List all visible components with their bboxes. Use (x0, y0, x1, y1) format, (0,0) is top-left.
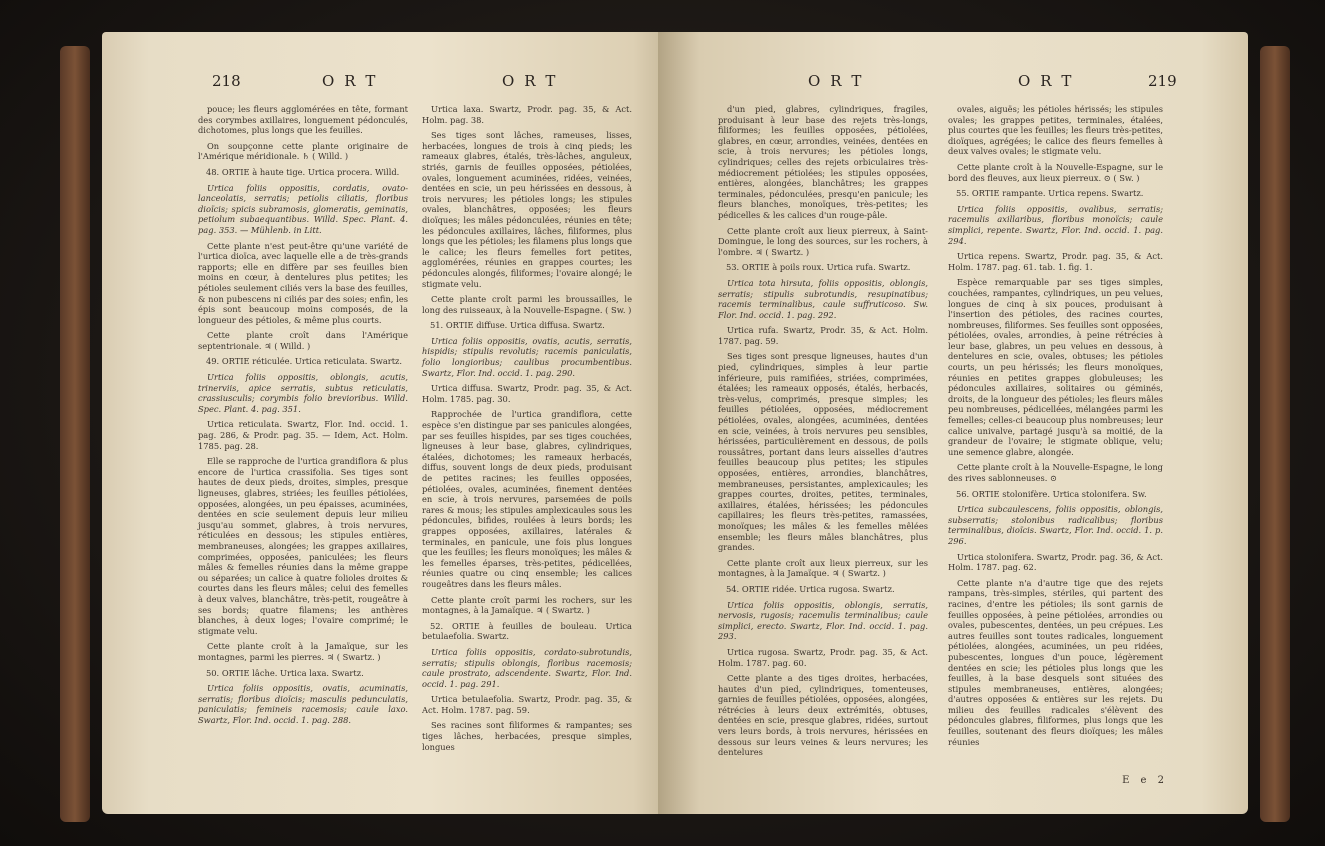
entry-heading: 51. ORTIE diffuse. Urtica diffusa. Swartz. (430, 320, 605, 331)
paragraph: Urtica foliis oppositis, oblongis, acutis, trinerviis, apice serratis, subtus reticulatis, crassiusculis; corymbis folio brevioribus. Willd. Spec. Plant. 4. pag. 351. (198, 372, 408, 414)
paragraph: Cette plante croît à la Jamaïque, sur les montagnes, parmi les pierres. ♃ ( Swartz. ) (198, 641, 408, 662)
left-head-title-a: ORT (322, 72, 386, 90)
entry-heading: 50. ORTIE lâche. Urtica laxa. Swartz. (206, 667, 364, 678)
paragraph: Cette plante croît dans l'Amérique septentrionale. ♃ ( Willd. ) (198, 330, 408, 351)
paragraph: pouce; les fleurs agglomérées en tête, formant des corymbes axillaires, longuement pédonculés, dichotomes, plus longs que les feuilles. (198, 104, 408, 136)
paragraph: Urtica rufa. Swartz, Prodr. 35, & Act. Holm. 1787. pag. 59. (718, 325, 928, 346)
paragraph: Cette plante n'a d'autre tige que des rejets rampans, très-simples, stériles, qui partent des racines, d'entre les pétioles; ils sont garnis de feuilles opposées, à peine pétiolées, arrondies ou ovales, pubescentes, dentées, un peu crépues. Les autres feuilles sont toutes radicales, longuement pétiolées, alongées, acuminées, un peu ridées, pubescentes, longues d'un pouce, légèrement dentées en scie; les pétioles plus longs que les feuilles, à la base desquels sont situées des stipules membraneuses, entières, alongées; d'autres opposées & entières sur les rejets. Du milieu des feuilles radicales s'élèvent des pédoncules glabres, filiformes, plus longs que les feuilles, soutenant des fleurs dioïques; les mâles réunies (948, 577, 1163, 747)
entry-heading: 56. ORTIE stolonifère. Urtica stolonifera. Sw. (956, 488, 1147, 499)
paragraph: Cette plante croît parmi les broussailles, le long des ruisseaux, à la Nouvelle-Espagne. ( Sw. ) (422, 294, 632, 315)
paragraph: Urtica rugosa. Swartz, Prodr. pag. 35, & Act. Holm. 1787. pag. 60. (718, 646, 928, 668)
right-column-a (718, 104, 928, 758)
paragraph: Ses racines sont filiformes & rampantes; ses tiges lâches, herbacées, presque simples, longues (422, 720, 632, 752)
entry-heading: 52. ORTIE à feuilles de bouleau. Urtica betulaefolia. Swartz. (422, 620, 632, 642)
paragraph: Urtica subcaulescens, foliis oppositis, oblongis, subserratis; stolonibus radicalibus; floribus terminalibus, dioïcis. Swartz, Flor. Ind. occid. 1. p. 296. (948, 504, 1163, 546)
paragraph: Urtica diffusa. Swartz, Prodr. pag. 35, & Act. Holm. 1785. pag. 30. (422, 383, 632, 404)
paragraph: Urtica foliis oppositis, oblongis, serratis, nervosis, rugosis; racemulis terminalibus; caule simplici, erecto. Swartz, Flor. Ind. occid. 1. pag. 293. (718, 599, 928, 642)
paragraph: Urtica laxa. Swartz, Prodr. pag. 35, & Act. Holm. pag. 38. (422, 104, 632, 125)
cover-right-edge (1260, 46, 1290, 822)
paragraph: Cette plante croît à la Nouvelle-Espagne, sur le bord des fleuves, aux lieux pierreux. ⊙ ( Sw. ) (948, 161, 1163, 183)
paragraph: Urtica foliis oppositis, ovalibus, serratis; racemulis axillaribus, floribus monoïcis; caule simplici, repente. Swartz, Flor. Ind. occid. 1. pag. 294. (948, 203, 1163, 246)
right-head-title-b: ORT (1018, 72, 1082, 90)
paragraph: Cette plante croît aux lieux pierreux, sur les montagnes, à la Jamaïque. ♃ ( Swartz. ) (718, 557, 928, 579)
paragraph: Ses tiges sont presque ligneuses, hautes d'un pied, cylindriques, simples à leur partie inférieure, puis ramifiées, striées, comprimées, étalées; les rameaux opposés, étalés, herbacés, très-velus, comprimés, presque simples; les feuilles pétiolées, opposées, médiocrement pétiolées, ovales, alongées, acuminées, dentées en scie, veinées, à trois nervures peu sensibles, hérissées, particulièrement en dessous, de poils roussâtres, portant dans leurs aisselles d'autres feuilles beaucoup plus petites; les stipules opposées, entières, arrondies, blanchâtres, membraneuses, persistantes, amplexicaules; les grappes courtes, droites, petites, terminales, axillaires, étalées, hérissées; les pédoncules capillaires; les fleurs très-petites, ramassées, monoïques; les mâles & les femelles mêlées ensemble; les fleurs mâles blanchâtres, plus grandes. (718, 351, 928, 553)
left-page-number: 218 (212, 72, 241, 90)
paragraph: Cette plante croît parmi les rochers, sur les montagnes, à la Jamaïque. ♃ ( Swartz. ) (422, 594, 632, 616)
paragraph: Cette plante croît aux lieux pierreux, à Saint-Domingue, le long des sources, sur les rochers, à l'ombre. ♃ ( Swartz. ) (718, 225, 928, 257)
paragraph: Urtica foliis oppositis, cordato-subrotundis, serratis; stipulis oblongis, floribus racemosis; caule prostrato, adscendente. Swartz, Flor. Ind. occid. 1. pag. 291. (422, 646, 632, 689)
paragraph: Urtica betulaefolia. Swartz, Prodr. pag. 35, & Act. Holm. 1787. pag. 59. (422, 694, 632, 715)
left-column-a (198, 104, 408, 724)
right-page-number: 219 (1148, 72, 1177, 90)
left-column-b (422, 104, 632, 752)
paragraph: Elle se rapproche de l'urtica grandiflora & plus encore de l'urtica crassifolia. Ses tiges sont hautes de deux pieds, droites, simples, presque ligneuses, glabres, striées; les feuilles pétiolées, opposées, alongées, un peu épaisses, acuminées, dentées en scie seulement depuis leur milieu jusqu'au sommet, glabres, à trois nervures, réticulées en dessous; les stipules entières, membraneuses, alongées; les grappes axillaires, comprimées, opposées, paniculées; les fleurs mâles & femelles réunies dans la même grappe ou séparées; un calice à quatre folioles droites & courtes dans les fleurs mâles; celui des femelles à deux valves, blanchâtre, très-petit, rougeâtre à ses bords; quatre filamens; les anthères blanches, à deux loges; l'ovaire comprimé; le stigmate velu. (198, 456, 408, 636)
paragraph: Cette plante croît à la Nouvelle-Espagne, le long des rives sablonneuses. ⊙ (948, 462, 1163, 483)
open-book (60, 28, 1290, 828)
paragraph: Urtica reticulata. Swartz, Flor. Ind. occid. 1. pag. 286, & Prodr. pag. 35. — Idem, Act. Holm. 1785. pag. 28. (198, 419, 408, 451)
paragraph: Urtica foliis oppositis, ovatis, acuminatis, serratis; floribus dioïcis; masculis pedunculatis, paniculatis; femineis racemosis; caule laxo. Swartz, Flor. Ind. occid. 1. pag. 288. (198, 683, 408, 725)
signature-mark: E e 2 (1122, 775, 1168, 786)
right-running-head (658, 72, 1248, 96)
paragraph: Ses tiges sont lâches, rameuses, lisses, herbacées, longues de trois à cinq pieds; les rameaux glabres, étalés, très-lâches, anguleux, striés, garnis de feuilles opposées, pétiolées, ovales, longuement acuminées, ridées, veinées, dentées en scie, un peu hérissées en dessous, à trois nervures; les pétioles longs; les stipules ovales, blanchâtres, opposées; les fleurs dioïques; les mâles pédonculées, réunies en tête; les pédoncules axillaires, lâches, filiformes, plus longs que les pétioles; les filamens plus longs que le calice; les fleurs femelles fort petites, agglomérées, réunies en grappes courtes; les pédoncules alongés, filiformes; l'ovaire alongé; le stigmate velu. (422, 130, 632, 289)
paragraph: Cette plante n'est peut-être qu'une variété de l'urtica dioïca, avec laquelle elle a de très-grands rapports; elle en diffère par ses feuilles bien moins en cœur, à dentelures plus petites; les pétioles seulement ciliés vers la base des feuilles, & non pubescens ni ciliés par des soies; enfin, les épis sont beaucoup moins composés, de la longueur des pétioles, & même plus courts. (198, 240, 408, 325)
paragraph: Rapprochée de l'urtica grandiflora, cette espèce s'en distingue par ses panicules alongées, par ses feuilles hispides, par ses tiges couchées, ligneuses à leur base, glabres, cylindriques, étalées, dichotomes; les rameaux herbacés, diffus, souvent longs de deux pieds, produisant de petites racines; les feuilles opposées, pétiolées, ovales, acuminées, finement dentées en scie, à trois nervures, parsemées de poils rares & mous; les stipules amplexicaules sous les pédoncules, bifides, roulées à leurs bords; les grappes opposées, axillaires, latérales & terminales, en panicule, une fois plus longues que les feuilles; les fleurs monoïques; les mâles & les femelles éparses, très-petites, pédicellées, réunies quatre ou cinq ensemble; les calices rougeâtres dans les fleurs mâles. (422, 409, 632, 589)
cover-left-edge (60, 46, 90, 822)
entry-heading: 54. ORTIE ridée. Urtica rugosa. Swartz. (726, 583, 895, 594)
right-column-b (948, 104, 1163, 747)
paragraph: d'un pied, glabres, cylindriques, fragiles, produisant à leur base des rejets très-longs, filiformes; les feuilles opposées, pétiolées, glabres, en cœur, arrondies, veinées, dentées en scie, à trois nervures; les pétioles longs, cylindriques; celles des rejets orbiculaires très-médiocrement pétiolées; les stipules opposées, entières, alongées, blanchâtres; les grappes terminales, pédonculées, presqu'en panicule; les fleurs blanches, monoïques, très-petites; les pédicelles & les calices d'un rouge-pâle. (718, 104, 928, 220)
entry-heading: 49. ORTIE réticulée. Urtica reticulata. Swartz. (206, 356, 403, 367)
left-running-head (102, 72, 692, 96)
paragraph: Urtica tota hirsuta, foliis oppositis, oblongis, serratis; stipulis subrotundis, resupinatibus; racemis terminalibus, caule suffruticoso. Sw. Flor. Ind. occid. 1. pag. 292. (718, 277, 928, 320)
left-page (102, 32, 692, 814)
paragraph: Urtica repens. Swartz, Prodr. pag. 35, & Act. Holm. 1787. pag. 61. tab. 1. fig. 1. (948, 251, 1163, 272)
paragraph: On soupçonne cette plante originaire de l'Amérique méridionale. ♄ ( Willd. ) (198, 140, 408, 162)
entry-heading: 48. ORTIE à haute tige. Urtica procera. Willd. (206, 166, 400, 177)
right-page (658, 32, 1248, 814)
left-head-title-b: ORT (502, 72, 566, 90)
entry-heading: 53. ORTIE à poils roux. Urtica rufa. Swartz. (726, 262, 911, 273)
right-head-title-a: ORT (808, 72, 872, 90)
paragraph: Urtica foliis oppositis, cordatis, ovato-lanceolatis, serratis; petiolis ciliatis, floribus dioïcis; spicis subramosis, glomeratis, geminatis, petiolum subaequantibus. Willd. Spec. Plant. 4. pag. 353. — Mühlenb. in Litt. (198, 182, 408, 235)
paragraph: ovales, aiguës; les pétioles hérissés; les stipules ovales; les grappes petites, terminales, étalées, plus courtes que les feuilles; les fleurs très-petites, dioïques, agrégées; le calice des fleurs femelles à deux valves ovales; le stigmate velu. (948, 104, 1163, 157)
paragraph: Espèce remarquable par ses tiges simples, couchées, rampantes, cylindriques, un peu velues, longues de cinq à six pouces, produisant à l'insertion des pétioles, des racines courtes, nombreuses, filiformes. Ses feuilles sont opposées, pétiolées, ovales, arrondies, à peine rétrécies à leur base, glabres, un peu velues en dessous, à dentelures en scie, ovales, obtuses; les pétioles courts, un peu hérissés; les fleurs monoïques, réunies en petites grappes globuleuses; les pédoncules axillaires, solitaires ou géminés, droits, de la longueur des pétioles; les fleurs mâles peu nombreuses, pédicellées, mélangées parmi les femelles; celles-ci beaucoup plus nombreuses; leur calice univalve, partagé jusqu'à sa moitié, de la grandeur de l'ovaire; le stigmate oblique, velu; une semence glabre, alongée. (948, 277, 1163, 457)
entry-heading: 55. ORTIE rampante. Urtica repens. Swartz. (956, 188, 1144, 199)
paragraph: Cette plante a des tiges droites, herbacées, hautes d'un pied, cylindriques, tomenteuses, garnies de feuilles pétiolées, opposées, alongées, rétrécies à leurs deux extrémités, obtuses, dentées en scie, presque glabres, ridées, surtout vers leurs bords, à trois nervures, hérissées en dessous sur leurs veines & leurs nervures; les dentelures (718, 673, 928, 758)
paragraph: Urtica foliis oppositis, ovatis, acutis, serratis, hispidis; stipulis revolutis; racemis paniculatis, folio longioribus; caulibus procumbentibus. Swartz, Flor. Ind. occid. 1. pag. 290. (422, 335, 632, 378)
paragraph: Urtica stolonifera. Swartz, Prodr. pag. 36, & Act. Holm. 1787. pag. 62. (948, 551, 1163, 573)
